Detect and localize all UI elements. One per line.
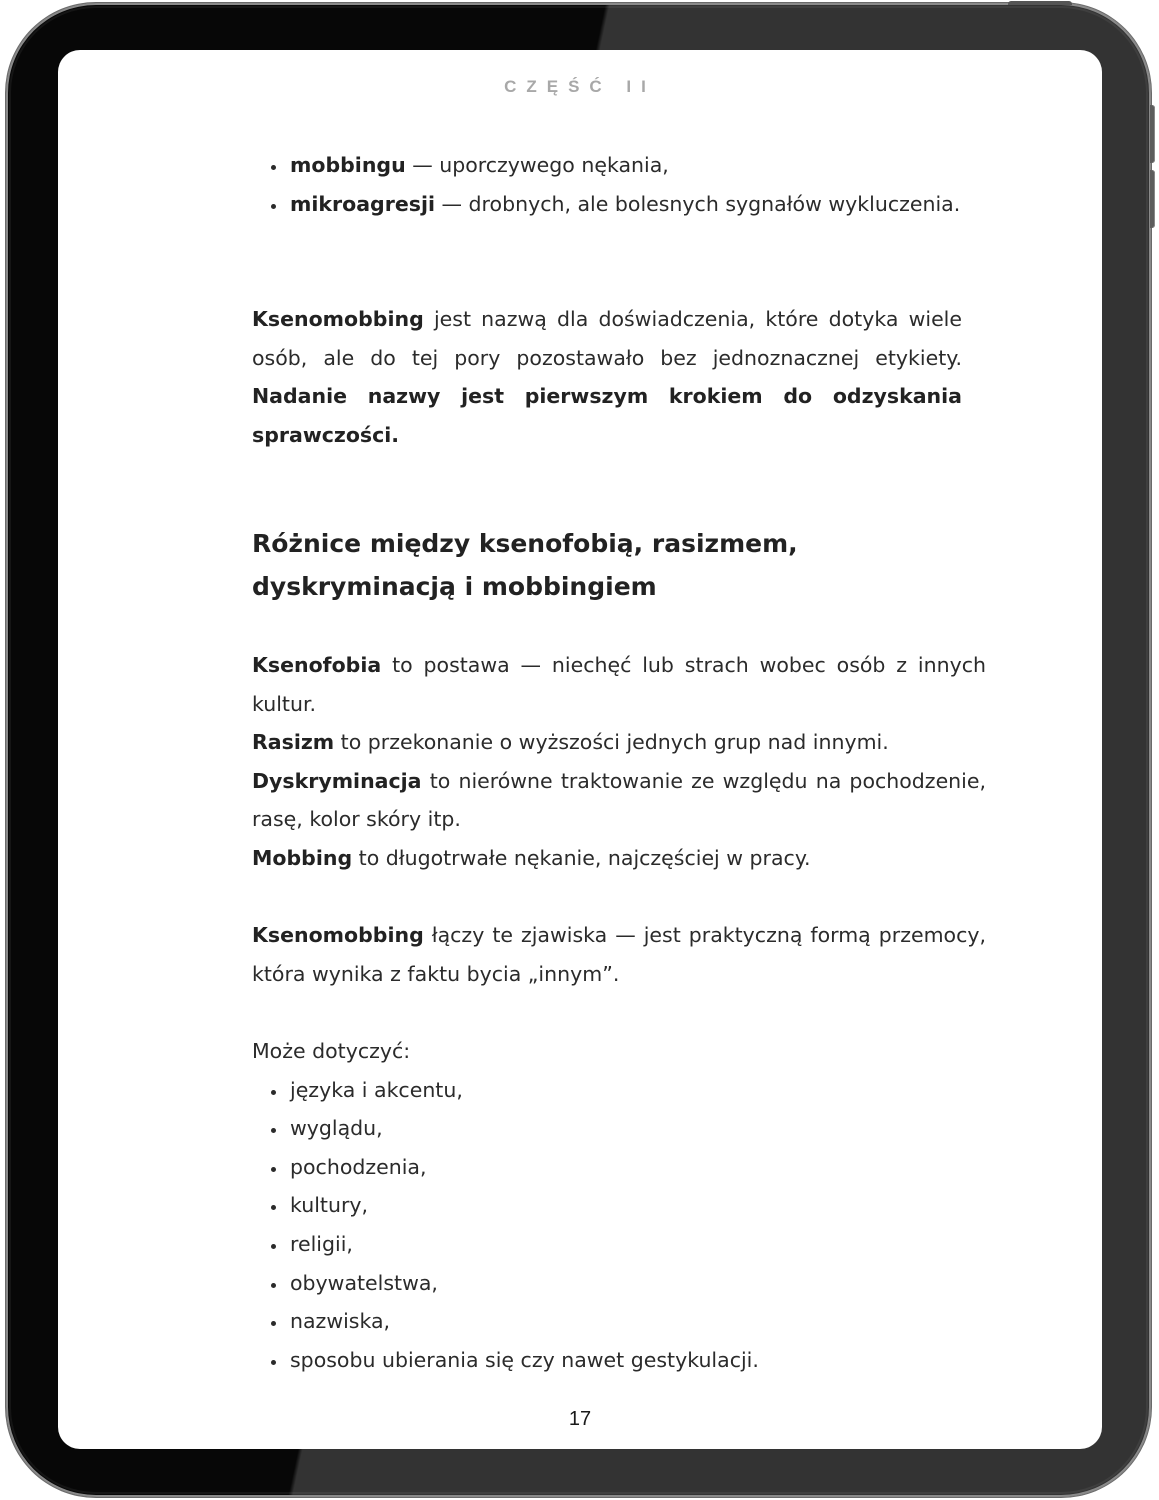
- definitions-block: [252, 646, 986, 878]
- may-concern-block: [252, 1032, 986, 1379]
- combined-paragraph: [252, 916, 986, 993]
- list-item: religii,: [290, 1225, 986, 1264]
- definition-text: to postawa — niechęć lub strach wobec osób z innych kultur.: [252, 653, 986, 716]
- volume-up-button: [1150, 105, 1155, 163]
- list-item: kultury,: [290, 1186, 986, 1225]
- list-item: obywatelstwa,: [290, 1264, 986, 1303]
- list-item: [290, 146, 962, 185]
- list-term: mobbingu: [290, 153, 406, 177]
- definition-term: Dyskryminacja: [252, 768, 422, 793]
- section-heading: Różnice między ksenofobią, rasizmem, dyskryminacją i mobbingiem: [252, 529, 798, 601]
- definition: [252, 839, 986, 878]
- list-item: [290, 185, 962, 224]
- may-concern-list: [252, 1071, 986, 1380]
- list-text: — drobnych, ale bolesnych sygnałów wykluczenia.: [435, 191, 961, 216]
- paragraph-term: Ksenomobbing: [252, 307, 424, 331]
- intro-list-block: [252, 146, 962, 223]
- definition: [252, 646, 986, 723]
- intro-list: [252, 146, 962, 223]
- tablet-screen: [58, 50, 1102, 1449]
- list-item: pochodzenia,: [290, 1148, 986, 1187]
- list-term: mikroagresji: [290, 191, 435, 216]
- list-intro: Może dotyczyć:: [252, 1039, 411, 1063]
- list-item: wyglądu,: [290, 1109, 986, 1148]
- list-text: — uporczywego nękania,: [405, 153, 669, 177]
- paragraph-emphasis: Nadanie nazwy jest pierwszym krokiem do odzyskania sprawczości.: [252, 384, 962, 447]
- definition-term: Mobbing: [252, 845, 353, 870]
- naming-paragraph: [252, 300, 962, 454]
- volume-down-button: [1150, 170, 1155, 228]
- power-button: [1008, 1, 1072, 5]
- definition-text: to długotrwałe nękanie, najczęściej w pracy.: [352, 845, 811, 870]
- definition-text: to przekonanie o wyższości jednych grup nad innymi.: [334, 730, 889, 755]
- page-number: 17: [568, 1408, 592, 1430]
- paragraph-text: łączy te zjawiska — jest praktyczną formą przemocy, która wynika z faktu bycia „innym”.: [252, 923, 986, 986]
- definition-text: to nierówne traktowanie ze względu na pochodzenie, rasę, kolor skóry itp.: [252, 768, 986, 832]
- list-item: języka i akcentu,: [290, 1071, 986, 1110]
- running-header: CZĘŚĆ II: [504, 77, 656, 96]
- definition: [252, 723, 986, 762]
- list-item: sposobu ubierania się czy nawet gestykulacji.: [290, 1341, 986, 1380]
- list-item: nazwiska,: [290, 1302, 986, 1341]
- definition-term: Rasizm: [252, 730, 335, 755]
- definition: [252, 762, 986, 839]
- paragraph-text: jest nazwą dla doświadczenia, które dotyka wiele osób, ale do tej pory pozostawało bez jednoznacznej etykiety.: [252, 307, 962, 370]
- paragraph-term: Ksenomobbing: [252, 923, 424, 947]
- definition-term: Ksenofobia: [252, 653, 382, 677]
